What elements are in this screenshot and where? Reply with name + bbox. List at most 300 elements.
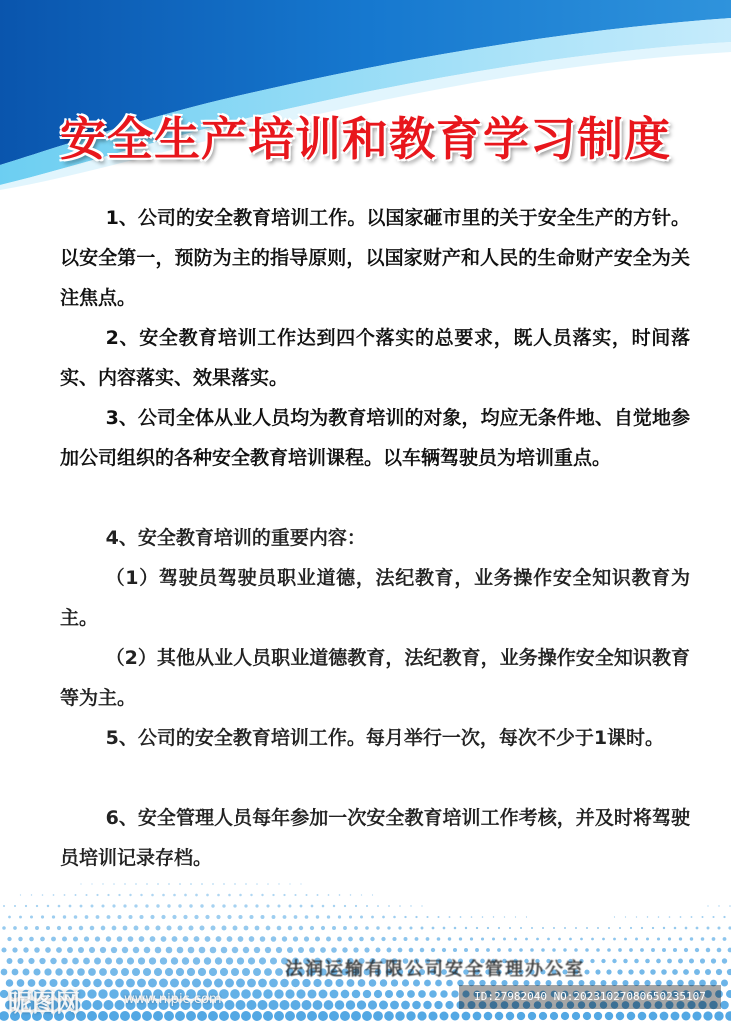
footer-dot bbox=[332, 926, 336, 930]
footer-dot bbox=[696, 927, 699, 930]
footer-dot bbox=[711, 958, 716, 963]
footer-dot bbox=[585, 948, 589, 952]
footer-dot bbox=[166, 925, 171, 930]
footer-dot bbox=[594, 1012, 602, 1020]
footer-company-name: 法润运输有限公司安全管理办公室 bbox=[285, 959, 585, 980]
footer-dot bbox=[137, 979, 146, 988]
footer-dot bbox=[310, 926, 314, 930]
footer-dot bbox=[216, 915, 220, 919]
footer-dot bbox=[705, 969, 711, 975]
footer-dot bbox=[89, 947, 95, 953]
footer-dot bbox=[241, 1011, 251, 1021]
footer-dot bbox=[327, 915, 330, 918]
footer-dot bbox=[669, 916, 671, 918]
footer-dot bbox=[150, 915, 154, 919]
footer-dot bbox=[96, 894, 98, 896]
footer-dot bbox=[234, 883, 236, 885]
paragraph-4-2: （2）其他从业人员职业道德教育，法纪教育，业务操作安全知识教育等为主。 bbox=[60, 647, 690, 709]
footer-dot bbox=[123, 904, 126, 907]
footer-dot bbox=[269, 979, 278, 988]
footer-dot bbox=[149, 957, 156, 964]
footer-dot bbox=[382, 916, 385, 919]
footer-dot bbox=[426, 916, 428, 918]
footer-dot bbox=[707, 905, 708, 906]
footer-dot bbox=[583, 1012, 591, 1020]
footer-dot bbox=[189, 904, 192, 907]
footer-dot bbox=[138, 957, 145, 964]
footer-dot bbox=[509, 927, 511, 929]
footer-dot bbox=[393, 916, 396, 919]
footer-dot bbox=[175, 1011, 185, 1021]
footer-dot bbox=[274, 989, 283, 998]
footer-dot bbox=[707, 927, 710, 930]
footer-dot bbox=[142, 1011, 152, 1021]
footer-dot bbox=[283, 915, 287, 919]
footer-dot bbox=[304, 936, 309, 941]
footer-dot bbox=[110, 968, 118, 976]
footer-dot bbox=[360, 916, 363, 919]
footer-dot bbox=[91, 905, 94, 908]
footer-dot bbox=[160, 957, 167, 964]
footer-dot bbox=[438, 916, 440, 918]
watermark-id-label: ID:27982040 NO:20231027080650235107 bbox=[459, 985, 721, 1009]
footer-dot bbox=[635, 938, 638, 941]
footer-dot bbox=[222, 904, 225, 907]
footer-dot bbox=[270, 957, 277, 964]
footer-dot bbox=[183, 936, 189, 942]
footer-dot bbox=[574, 948, 578, 952]
footer-dot bbox=[150, 936, 156, 942]
footer-dot bbox=[721, 980, 728, 987]
footer-dot bbox=[674, 927, 677, 930]
footer-dot bbox=[264, 968, 272, 976]
footer-dot bbox=[305, 915, 309, 919]
footer-dot bbox=[238, 936, 244, 942]
footer-dot bbox=[23, 969, 30, 976]
footer-dot bbox=[718, 905, 719, 906]
footer-dot bbox=[124, 883, 126, 885]
footer-dot bbox=[44, 968, 51, 975]
footer-dot bbox=[113, 883, 115, 885]
footer-dot bbox=[318, 1011, 328, 1021]
footer-dot bbox=[98, 989, 107, 998]
footer-dot bbox=[18, 937, 22, 941]
footer-dot bbox=[354, 926, 358, 930]
footer-dot bbox=[33, 968, 40, 975]
paragraph-2: 2、安全教育培训工作达到四个落实的总要求，既人员落实，时间落实、内容落实、效果落实。 bbox=[60, 327, 690, 389]
footer-dot bbox=[504, 916, 505, 917]
footer-dot bbox=[412, 1001, 421, 1010]
footer-dot bbox=[451, 1012, 460, 1021]
footer-dot bbox=[309, 947, 315, 953]
footer-dot bbox=[298, 947, 304, 953]
footer-dot bbox=[132, 968, 140, 976]
footer-dot bbox=[250, 894, 252, 896]
footer-dot bbox=[210, 947, 217, 954]
footer-dot bbox=[227, 915, 231, 919]
footer-dot bbox=[366, 905, 368, 907]
footer-dot bbox=[2, 926, 6, 930]
footer-dot bbox=[221, 947, 228, 954]
footer-dot bbox=[276, 947, 282, 953]
footer-dot bbox=[230, 1011, 240, 1021]
footer-dot bbox=[395, 1011, 405, 1021]
footer-dot bbox=[23, 947, 28, 952]
footer-dot bbox=[83, 958, 90, 965]
footer-dot bbox=[166, 947, 173, 954]
footer-dot bbox=[265, 947, 271, 953]
footer-dot bbox=[486, 948, 490, 952]
footer-dot bbox=[146, 883, 148, 885]
footer-dot bbox=[335, 1000, 345, 1010]
footer-dot bbox=[77, 968, 85, 976]
footer-dot bbox=[69, 905, 72, 908]
footer-dot bbox=[552, 948, 556, 952]
footer-dot bbox=[288, 926, 293, 931]
footer-dot bbox=[254, 947, 260, 953]
footer-dot bbox=[144, 947, 151, 954]
footer-dot bbox=[74, 915, 78, 919]
footer-dot bbox=[164, 1011, 174, 1021]
footer-dot bbox=[243, 947, 249, 953]
footer-dot bbox=[352, 990, 361, 999]
footer-dot bbox=[385, 990, 393, 998]
footer-dot bbox=[289, 905, 292, 908]
footer-dot bbox=[339, 894, 341, 896]
footer-dot bbox=[722, 958, 727, 963]
footer-dot bbox=[278, 883, 279, 884]
footer-dot bbox=[236, 979, 245, 988]
footer-dot bbox=[67, 947, 73, 953]
footer-dot bbox=[337, 937, 342, 942]
footer-dot bbox=[20, 894, 21, 895]
footer-dot bbox=[85, 894, 87, 896]
footer-dot bbox=[429, 990, 437, 998]
footer-dot bbox=[87, 989, 96, 998]
footer-dot bbox=[17, 958, 23, 964]
footer-dot bbox=[498, 927, 500, 929]
footer-dot bbox=[454, 927, 457, 930]
footer-dot bbox=[423, 1001, 431, 1009]
footer-dot bbox=[313, 1000, 323, 1010]
footer-dot bbox=[222, 926, 227, 931]
footer-dot bbox=[238, 915, 242, 919]
footer-dot bbox=[300, 905, 303, 908]
footer-dot bbox=[322, 905, 325, 908]
footer-dot bbox=[261, 894, 263, 896]
footer-dot bbox=[63, 915, 66, 918]
footer-dot bbox=[703, 1011, 712, 1020]
footer-dot bbox=[145, 926, 150, 931]
footer-dot bbox=[624, 938, 627, 941]
footer-dot bbox=[440, 1012, 449, 1021]
footer-dot bbox=[296, 989, 305, 998]
footer-dot bbox=[536, 938, 539, 941]
footer-dot bbox=[658, 916, 660, 918]
footer-dot bbox=[528, 1012, 536, 1020]
footer-dot bbox=[172, 936, 178, 942]
footer-dot bbox=[203, 979, 212, 988]
footer-dot bbox=[379, 1000, 388, 1009]
footer-dot bbox=[547, 938, 550, 941]
footer-dot bbox=[253, 968, 261, 976]
footer-dot bbox=[112, 926, 117, 931]
footer-dot bbox=[194, 915, 198, 919]
footer-dot bbox=[145, 904, 148, 907]
footer-dot bbox=[225, 979, 234, 988]
footer-dot bbox=[107, 915, 111, 919]
footer-dot bbox=[462, 1012, 471, 1021]
footer-dot bbox=[200, 904, 203, 907]
footer-dot bbox=[602, 938, 605, 941]
footer-dot bbox=[88, 968, 96, 976]
footer-dot bbox=[204, 957, 211, 964]
footer-dot bbox=[167, 904, 170, 907]
footer-dot bbox=[365, 926, 369, 930]
footer-dot bbox=[338, 915, 341, 918]
footer-dot bbox=[247, 1000, 257, 1010]
footer-dot bbox=[401, 1001, 410, 1010]
footer-dot bbox=[607, 948, 611, 952]
footer-dot bbox=[82, 1000, 92, 1010]
footer-dot bbox=[101, 926, 106, 931]
footer-dot bbox=[25, 905, 27, 907]
footer-dot bbox=[201, 883, 203, 885]
footer-dot bbox=[0, 990, 8, 998]
footer-dot bbox=[46, 926, 50, 930]
footer-dot bbox=[244, 904, 247, 907]
footer-dot bbox=[220, 968, 228, 976]
footer-dot bbox=[55, 968, 62, 975]
footer-dot bbox=[476, 927, 478, 929]
footer-dot bbox=[116, 957, 123, 964]
footer-dot bbox=[117, 936, 123, 942]
footer-dot bbox=[725, 1011, 731, 1021]
footer-dot bbox=[608, 927, 610, 929]
footer-dot bbox=[410, 905, 411, 906]
footer-dot bbox=[495, 1012, 503, 1020]
footer-dot bbox=[28, 958, 34, 964]
footer-dot bbox=[406, 1011, 415, 1020]
footer-dot bbox=[151, 894, 154, 897]
footer-dot bbox=[673, 948, 677, 952]
footer-dot bbox=[40, 937, 45, 942]
page-title: 安全生产培训和教育学习制度 bbox=[60, 112, 671, 166]
footer-dot bbox=[177, 947, 184, 954]
footer-dot bbox=[484, 1012, 493, 1021]
footer-dot bbox=[277, 904, 280, 907]
footer-dot bbox=[62, 937, 67, 942]
footer-dot bbox=[135, 883, 137, 885]
footer-dot bbox=[333, 905, 335, 907]
footer-dot bbox=[126, 979, 135, 988]
footer-dot bbox=[205, 915, 209, 919]
footer-dot bbox=[464, 948, 468, 952]
footer-dot bbox=[341, 990, 350, 999]
footer-dot bbox=[101, 904, 104, 907]
footer-dot bbox=[619, 927, 621, 929]
footer-dot bbox=[148, 979, 157, 988]
footer-dot bbox=[445, 1001, 453, 1009]
footer-dot bbox=[726, 990, 731, 998]
footer-dot bbox=[344, 905, 346, 907]
footer-dot bbox=[228, 894, 231, 897]
footer-dot bbox=[109, 1011, 119, 1021]
footer-dot bbox=[29, 937, 34, 942]
footer-dot bbox=[575, 927, 577, 929]
footer-dot bbox=[241, 989, 251, 999]
footer-dot bbox=[387, 948, 392, 953]
footer-dot bbox=[728, 948, 731, 953]
footer-dot bbox=[233, 926, 238, 931]
footer-dot bbox=[296, 1011, 306, 1021]
footer-dot bbox=[259, 957, 266, 964]
footer-dot bbox=[194, 936, 200, 942]
footer-dot bbox=[520, 927, 522, 929]
footer-dot bbox=[723, 916, 725, 918]
footer-dot bbox=[115, 1000, 125, 1010]
footer-dot bbox=[720, 1001, 729, 1010]
footer-dot bbox=[558, 938, 561, 941]
footer-dot bbox=[127, 957, 134, 964]
footer-dot bbox=[564, 927, 566, 929]
footer-dot bbox=[294, 894, 296, 896]
footer-dot bbox=[188, 947, 195, 954]
footer-dot bbox=[275, 968, 283, 976]
footer-dot bbox=[299, 926, 303, 930]
footer-dot bbox=[706, 948, 710, 952]
footer-dot bbox=[42, 894, 44, 896]
footer-dot bbox=[12, 947, 17, 952]
footer-dot bbox=[320, 947, 326, 953]
footer-dot bbox=[409, 926, 412, 929]
footer-dot bbox=[343, 926, 347, 930]
footer-dot bbox=[225, 1000, 235, 1010]
footer-dot bbox=[460, 916, 462, 918]
footer-dot bbox=[362, 1011, 372, 1021]
footer-dot bbox=[287, 947, 293, 953]
footer-dot bbox=[340, 1011, 350, 1021]
footer-dot bbox=[214, 979, 223, 988]
footer-dot bbox=[181, 979, 190, 988]
footer-dot bbox=[326, 937, 331, 942]
footer-dot bbox=[515, 916, 516, 917]
paragraph-4: 4、安全教育培训的重要内容： bbox=[105, 527, 366, 549]
footer-dot bbox=[134, 926, 139, 931]
footer-dot bbox=[525, 938, 528, 941]
footer-dot bbox=[636, 916, 637, 917]
footer-dot bbox=[473, 1012, 482, 1021]
footer-dot bbox=[156, 904, 159, 907]
footer-dot bbox=[53, 894, 55, 896]
footer-dot bbox=[216, 936, 222, 942]
footer-dot bbox=[330, 990, 339, 999]
footer-dot bbox=[440, 990, 447, 997]
footer-dot bbox=[663, 927, 665, 929]
footer-dot bbox=[605, 1012, 613, 1020]
footer-dot bbox=[307, 989, 316, 998]
footer-dot bbox=[630, 927, 632, 929]
footer-dot bbox=[271, 936, 276, 941]
footer-dot bbox=[390, 1001, 399, 1010]
footer-dot bbox=[215, 957, 222, 964]
footer-dot bbox=[47, 905, 49, 907]
footer-dot bbox=[121, 968, 129, 976]
footer-dot bbox=[129, 894, 131, 896]
paragraph-1: 1、公司的安全教育培训工作。以国家砸市里的关于安全生产的方针。以安全第一，预防为主的指导原则，以国家财产和人民的生命财产安全为关注焦点。 bbox=[60, 207, 690, 309]
footer-dot bbox=[104, 1000, 114, 1010]
footer-dot bbox=[300, 883, 301, 884]
footer-dot bbox=[289, 883, 290, 884]
footer-dot bbox=[404, 937, 408, 941]
footer-dot bbox=[99, 968, 107, 976]
footer-dot bbox=[178, 904, 181, 907]
footer-dot bbox=[428, 1011, 437, 1020]
footer-dot bbox=[302, 1000, 312, 1010]
footer-dot bbox=[188, 925, 193, 930]
footer-dot bbox=[30, 915, 33, 918]
footer-dot bbox=[398, 948, 403, 953]
footer-dot bbox=[206, 894, 209, 897]
footer-dot bbox=[80, 883, 81, 884]
footer-dot bbox=[293, 936, 298, 941]
footer-dot bbox=[24, 926, 28, 930]
footer-dot bbox=[465, 927, 467, 929]
footer-dot bbox=[372, 894, 373, 895]
footer-dot bbox=[85, 915, 89, 919]
footer-dot bbox=[586, 927, 588, 929]
footer-dot bbox=[209, 968, 217, 976]
footer-dot bbox=[684, 948, 688, 952]
footer-dot bbox=[41, 915, 44, 918]
footer-dot bbox=[258, 979, 267, 988]
footer-dot bbox=[78, 947, 84, 953]
footer-dot bbox=[272, 894, 274, 896]
footer-dot bbox=[52, 915, 55, 918]
footer-dot bbox=[714, 1011, 723, 1020]
footer-dot bbox=[355, 905, 357, 907]
footer-dot bbox=[91, 883, 92, 884]
footer-dot bbox=[652, 927, 654, 929]
footer-dot bbox=[361, 894, 362, 895]
footer-dot bbox=[282, 936, 287, 941]
footer-dot bbox=[98, 1011, 108, 1021]
footer-dot bbox=[596, 948, 600, 952]
watermark-logo: 昵图网 bbox=[8, 989, 80, 1017]
footer-dot bbox=[208, 1011, 218, 1021]
footer-dot bbox=[492, 937, 495, 940]
footer-dot bbox=[199, 947, 206, 954]
footer-dot bbox=[315, 936, 320, 941]
footer-dot bbox=[266, 926, 271, 931]
footer-dot bbox=[87, 1011, 97, 1021]
footer-dot bbox=[109, 989, 119, 999]
footer-dot bbox=[682, 1012, 691, 1021]
footer-dot bbox=[156, 926, 161, 931]
footer-dot bbox=[381, 937, 385, 941]
footer-dot bbox=[471, 916, 473, 918]
footer-dot bbox=[233, 904, 236, 907]
footer-dot bbox=[640, 948, 644, 952]
footer-dot bbox=[226, 957, 233, 964]
footer-dot bbox=[143, 968, 151, 976]
footer-dot bbox=[154, 968, 162, 976]
footer-dot bbox=[14, 905, 16, 907]
footer-dot bbox=[415, 916, 417, 918]
footer-dot bbox=[431, 948, 435, 952]
footer-dot bbox=[64, 894, 66, 896]
footer-dot bbox=[618, 948, 622, 952]
